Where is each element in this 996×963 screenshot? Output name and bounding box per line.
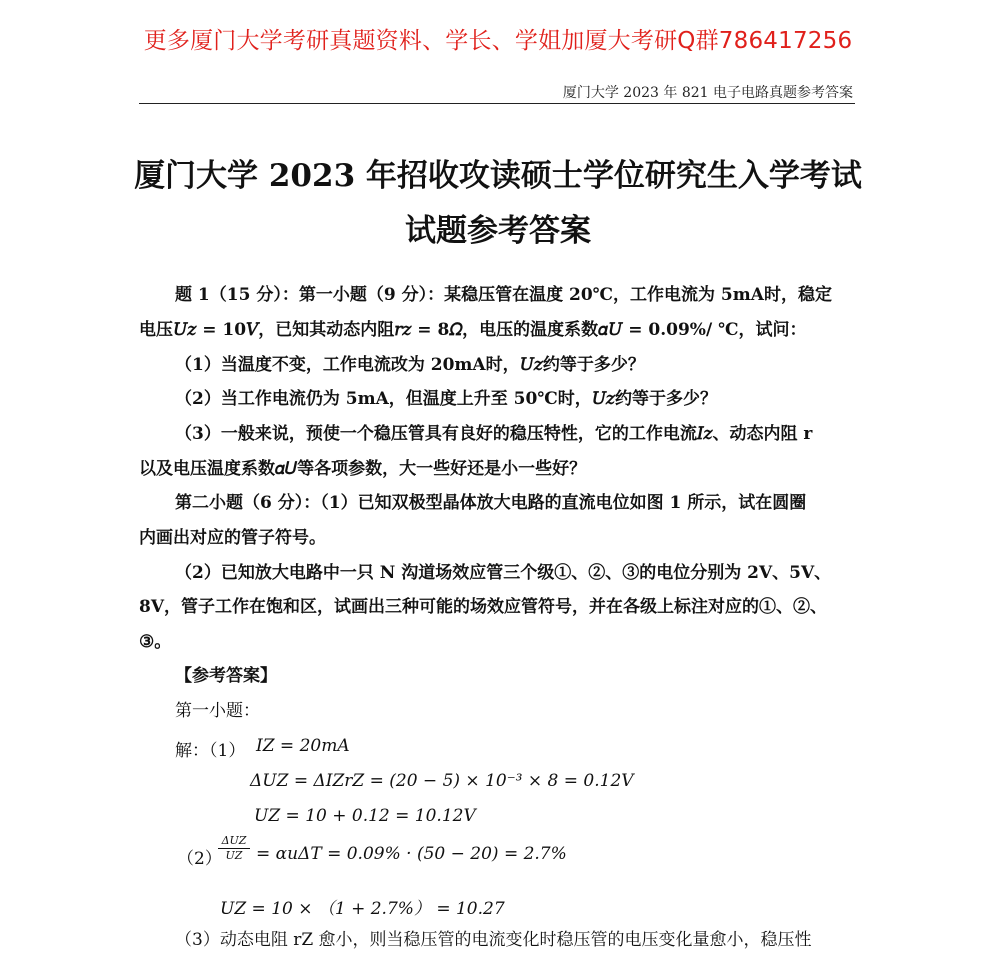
equation-4-label: （2） — [177, 849, 222, 869]
answer-header: 【参考答案】 — [175, 666, 277, 686]
q1-part2-sub2-line2: 8V，管子工作在饱和区，试画出三种可能的场效应管符号，并在各级上标注对应的①、②、 — [139, 597, 828, 617]
header-rule — [139, 103, 855, 104]
q1-sub2: （2）当工作电流仍为 5mA，但温度上升至 50℃时，𝑈𝑧约等于多少？ — [175, 389, 717, 409]
q1-part2-line1: 第二小题（6 分）：（1）已知双极型晶体放大电路的直流电位如图 1 所示，试在圆圈 — [175, 493, 807, 513]
document-subtitle: 试题参考答案 — [405, 213, 591, 249]
equation-5: 𝑈𝑍 = 10 × （1 + 2.7%） = 10.27 — [220, 899, 505, 919]
q1-sub1: （1）当温度不变，工作电流改为 20mA时，𝑈𝑧约等于多少？ — [175, 355, 645, 375]
fraction-denominator: 𝑈𝑍 — [225, 849, 243, 862]
document-title: 厦门大学 2023 年招收攻读硕士学位研究生入学考试 — [134, 158, 862, 194]
solution-label: 解：（1） — [175, 741, 246, 761]
q1-sub3-line2: 以及电压温度系数𝛼𝑈等各项参数，大一些好还是小一些好？ — [139, 459, 587, 479]
q1-sub3-line1: （3）一般来说，预使一个稳压管具有良好的稳压特性，它的工作电流𝐼𝑧、动态内阻 r — [175, 424, 813, 444]
equation-4: = 𝛼𝑢𝛥T = 0.09% · (50 − 20) = 2.7% — [256, 844, 567, 864]
q1-part2-sub2-line1: （2）已知放大电路中一只 N 沟道场效应管三个级①、②、③的电位分别为 2V、5V、 — [175, 563, 832, 583]
answer-part1-label: 第一小题： — [175, 701, 260, 721]
equation-1: 𝐼𝑍 = 20𝑚𝐴 — [256, 736, 350, 756]
equation-4-fraction — [218, 834, 250, 863]
q1-line1: 题 1（15 分）：第一小题（9 分）：某稳压管在温度 20℃，工作电流为 5mA时，稳定 — [175, 285, 832, 305]
q1-part2-line2: 内画出对应的管子符号。 — [139, 528, 326, 548]
equation-3: 𝑈𝑍 = 10 + 0.12 = 10.12𝑉 — [254, 806, 476, 826]
answer-sub3: （3）动态电阻 rZ 愈小，则当稳压管的电流变化时稳压管的电压变化量愈小，稳压性 — [175, 930, 812, 950]
promo-banner: 更多厦门大学考研真题资料、学长、学姐加厦大考研Q群786417256 — [143, 28, 853, 54]
fraction-numerator: 𝛥𝑈𝑍 — [218, 834, 250, 849]
equation-2: 𝛥𝑈𝑍 = 𝛥𝐼𝑍𝑟𝑍 = (20 − 5) × 10⁻³ × 8 = 0.12𝑉 — [250, 771, 634, 791]
q1-line2: 电压𝑈𝑧 = 10𝑉，已知其动态内阻𝑟𝑧 = 8𝛺，电压的温度系数𝛼𝑈 = 0.09%/ ℃，试问： — [139, 320, 807, 340]
q1-part2-sub2-line3: ③。 — [139, 632, 172, 652]
running-header: 厦门大学 2023 年 821 电子电路真题参考答案 — [562, 85, 853, 101]
